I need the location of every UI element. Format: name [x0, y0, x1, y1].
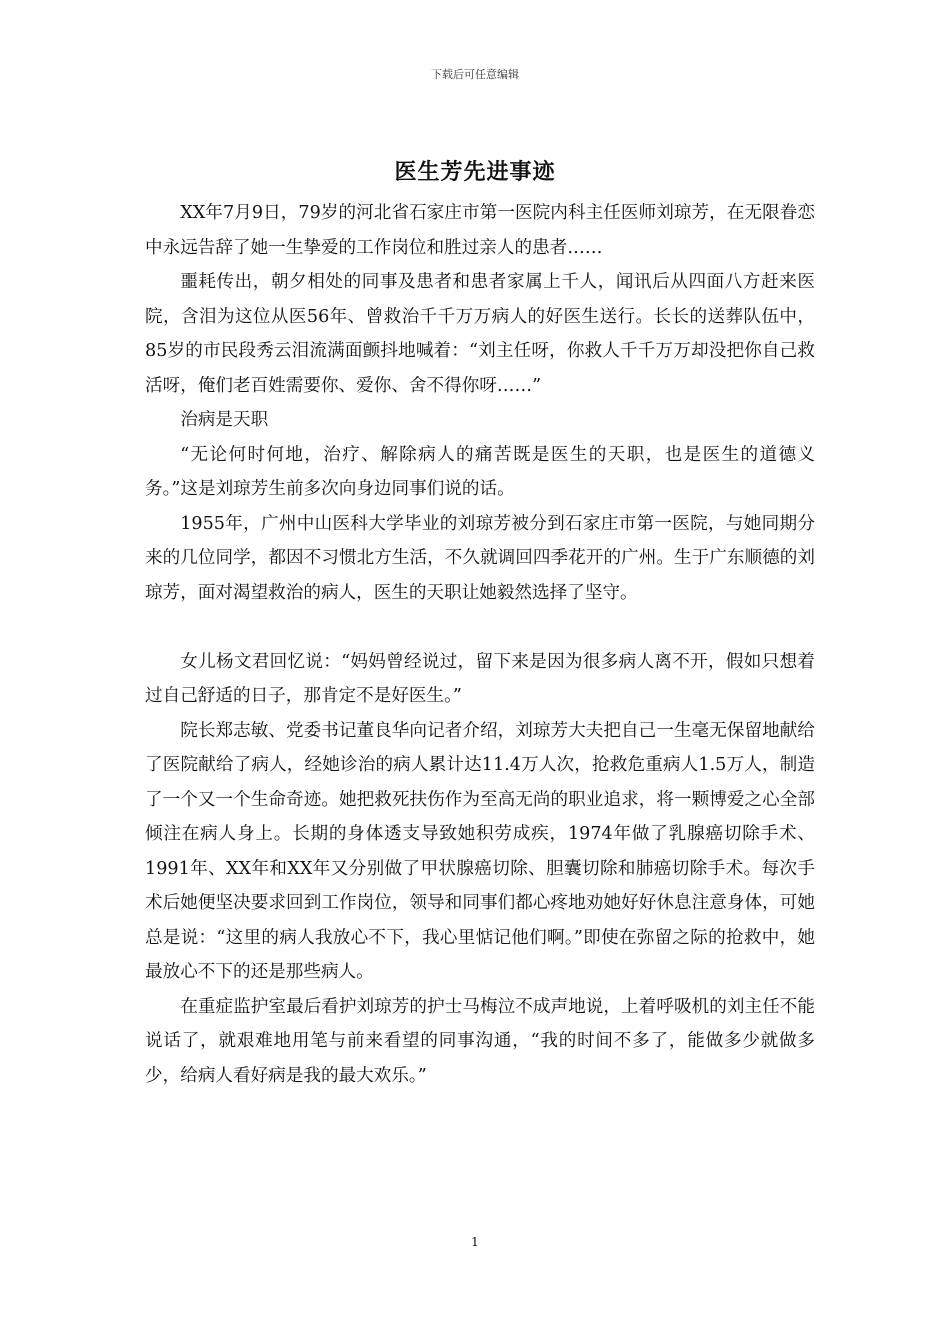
- page-number: 1: [471, 1235, 479, 1249]
- paragraph: XX年7月9日，79岁的河北省石家庄市第一医院内科主任医师刘琼芳，在无限眷恋中永远告辞了她一生挚爱的工作岗位和胜过亲人的患者……: [145, 203, 815, 258]
- page-title: 医生芳先进事迹: [394, 159, 556, 185]
- paragraph: 1955年，广州中山医科大学毕业的刘琼芳被分到石家庄市第一医院，与她同期分来的几位同学，都因不习惯北方生活，不久就调回四季花开的广州。生于广东顺德的刘琼芳，面对渴望救治的病人，医生的天职让她毅然选择了坚守。: [145, 513, 815, 603]
- paragraph: 在重症监护室最后看护刘琼芳的护士马梅泣不成声地说，上着呼吸机的刘主任不能说话了，就艰难地用笔与前来看望的同事沟通，“我的时间不多了，能做多少就做多少，给病人看好病是我的最大欢乐。”: [145, 996, 815, 1086]
- paragraph: “无论何时何地，治疗、解除病人的痛苦既是医生的天职，也是医生的道德义务。”这是刘琼芳生前多次向身边同事们说的话。: [145, 444, 815, 499]
- header-note: 下载后可任意编辑: [431, 68, 519, 81]
- document-body: [145, 196, 815, 1093]
- paragraph: 女儿杨文君回忆说：“妈妈曾经说过，留下来是因为很多病人离不开，假如只想着过自己舒适的日子，那肯定不是好医生。”: [145, 651, 815, 706]
- paragraph: 噩耗传出，朝夕相处的同事及患者和患者家属上千人，闻讯后从四面八方赶来医院，含泪为这位从医56年、曾救治千千万万病人的好医生送行。长长的送葬队伍中，85岁的市民段秀云泪流满面颤抖地喊着：“刘主任呀，你救人千千万万却没把你自己救活呀，俺们老百姓需要你、爱你、舍不得你呀……”: [145, 272, 815, 396]
- section-heading: 治病是天职: [180, 410, 269, 430]
- paragraph-spacer: [145, 610, 815, 645]
- paragraph: 院长郑志敏、党委书记董良华向记者介绍，刘琼芳大夫把自己一生毫无保留地献给了医院献给了病人，经她诊治的病人累计达11.4万人次，抢救危重病人1.5万人，制造了一个又一个生命奇迹。她把救死扶伤作为至高无尚的职业追求，将一颗博爱之心全部倾注在病人身上。长期的身体透支导致她积劳成疾，1974年做了乳腺癌切除手术、1991年、XX年和XX年又分别做了甲状腺癌切除、胆囊切除和肺癌切除手术。每次手术后她便坚决要求回到工作岗位，领导和同事们都心疼地劝她好好休息注意身体，可她总是说：“这里的病人我放心不下，我心里惦记他们啊。”即使在弥留之际的抢救中，她最放心不下的还是那些病人。: [145, 720, 815, 982]
